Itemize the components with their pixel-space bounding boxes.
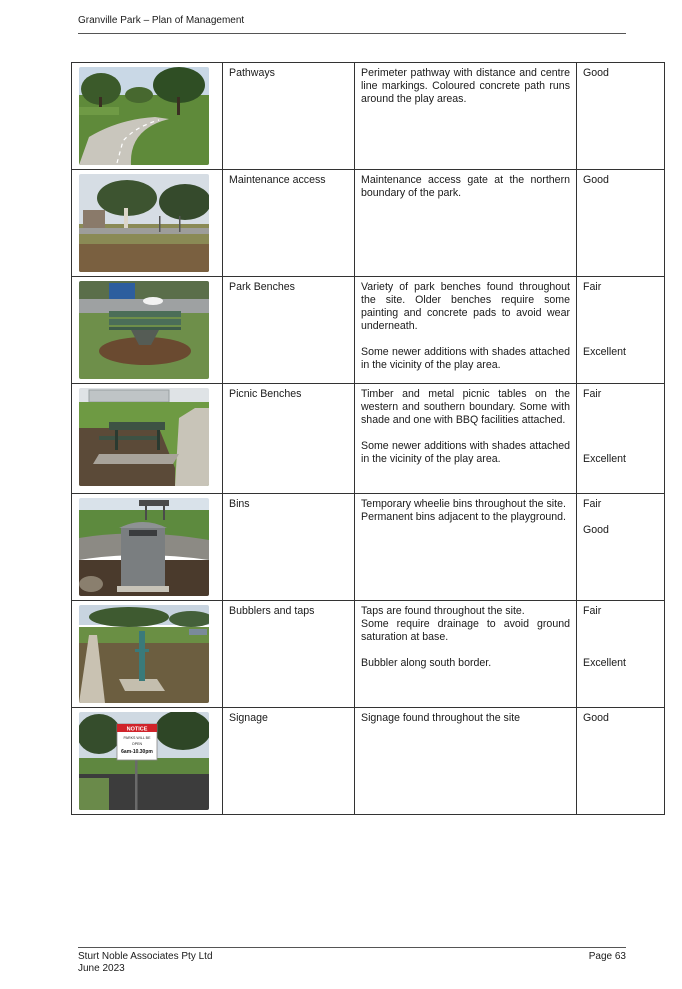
description-text: Bubbler along south border. [361,657,492,669]
condition-text: Good [583,712,609,724]
item-description [355,170,577,277]
item-description [355,63,577,170]
table-row [72,63,665,170]
condition-text: Good [583,174,609,186]
page-number: Page 63 [588,951,626,962]
description-text: Variety of park benches found throughout the site. Older benches require some painting and concrete pads to avoid wear underneath. [361,281,570,332]
description-text: Permanent bins adjacent to the playground. [361,511,566,523]
description-text: Some require drainage to avoid ground saturation at base. [361,618,570,643]
item-condition [577,63,665,170]
item-description [355,708,577,815]
photo-cell [72,384,223,494]
item-name: Bins [223,494,355,601]
description-text: Taps are found throughout the site. [361,605,525,617]
tap-photo [79,605,209,703]
item-name: Park Benches [223,277,355,384]
photo-cell [72,708,223,815]
item-description [355,601,577,708]
sign-notice: NOTICE [126,726,148,733]
item-description [355,384,577,494]
description-text: Perimeter pathway with distance and centre line markings. Coloured concrete path runs around the play areas. [361,67,570,105]
item-description [355,494,577,601]
condition-text: Excellent [583,657,626,669]
description-text: Maintenance access gate at the northern boundary of the park. [361,174,570,199]
footer-company: Sturt Noble Associates Pty Ltd [78,951,213,962]
description-text: Some newer additions with shades attached in the vicinity of the play area. [361,440,570,465]
bin-photo [79,498,209,596]
item-condition [577,384,665,494]
sign-line-2: OPEN [131,742,143,746]
item-condition [577,601,665,708]
sign-line-1: PARKS WILL BE [123,736,151,740]
table-row [72,384,665,494]
page-footer [78,947,626,975]
item-name: Pathways [223,63,355,170]
description-text: Temporary wheelie bins throughout the site. [361,498,566,510]
footer-date: June 2023 [78,963,125,974]
page-header [78,15,626,34]
maintenance-gate-photo [79,174,209,272]
item-description [355,277,577,384]
table-row [72,601,665,708]
condition-text: Fair [583,605,602,617]
item-name: Signage [223,708,355,815]
condition-text: Excellent [583,346,626,358]
picnic-bench-photo [79,388,209,486]
description-text: Timber and metal picnic tables on the western and southern boundary. Some with shade and one with BBQ facilities attached. [361,388,570,426]
document-title: Granville Park – Plan of Management [78,15,245,26]
item-name: Bubblers and taps [223,601,355,708]
item-name: Picnic Benches [223,384,355,494]
condition-text: Fair [583,388,602,400]
condition-text: Excellent [583,453,626,465]
table-row [72,708,665,815]
description-text: Some newer additions with shades attached in the vicinity of the play area. [361,346,570,371]
condition-text: Good [583,524,609,536]
condition-text: Good [583,67,609,79]
item-condition [577,277,665,384]
table-row [72,494,665,601]
condition-text: Fair [583,281,602,293]
photo-cell [72,601,223,708]
item-name: Maintenance access [223,170,355,277]
sign-line-3: 6am-10.30pm [121,749,153,755]
table-row [72,170,665,277]
photo-cell [72,277,223,384]
item-condition [577,170,665,277]
photo-cell [72,170,223,277]
condition-text: Fair [583,498,602,510]
photo-cell [72,63,223,170]
signage-photo [79,712,209,810]
item-condition [577,494,665,601]
item-condition [577,708,665,815]
photo-cell [72,494,223,601]
pathway-photo [79,67,209,165]
description-text: Signage found throughout the site [361,712,521,724]
table-row [72,277,665,384]
asset-condition-table [71,62,665,815]
park-bench-photo [79,281,209,379]
